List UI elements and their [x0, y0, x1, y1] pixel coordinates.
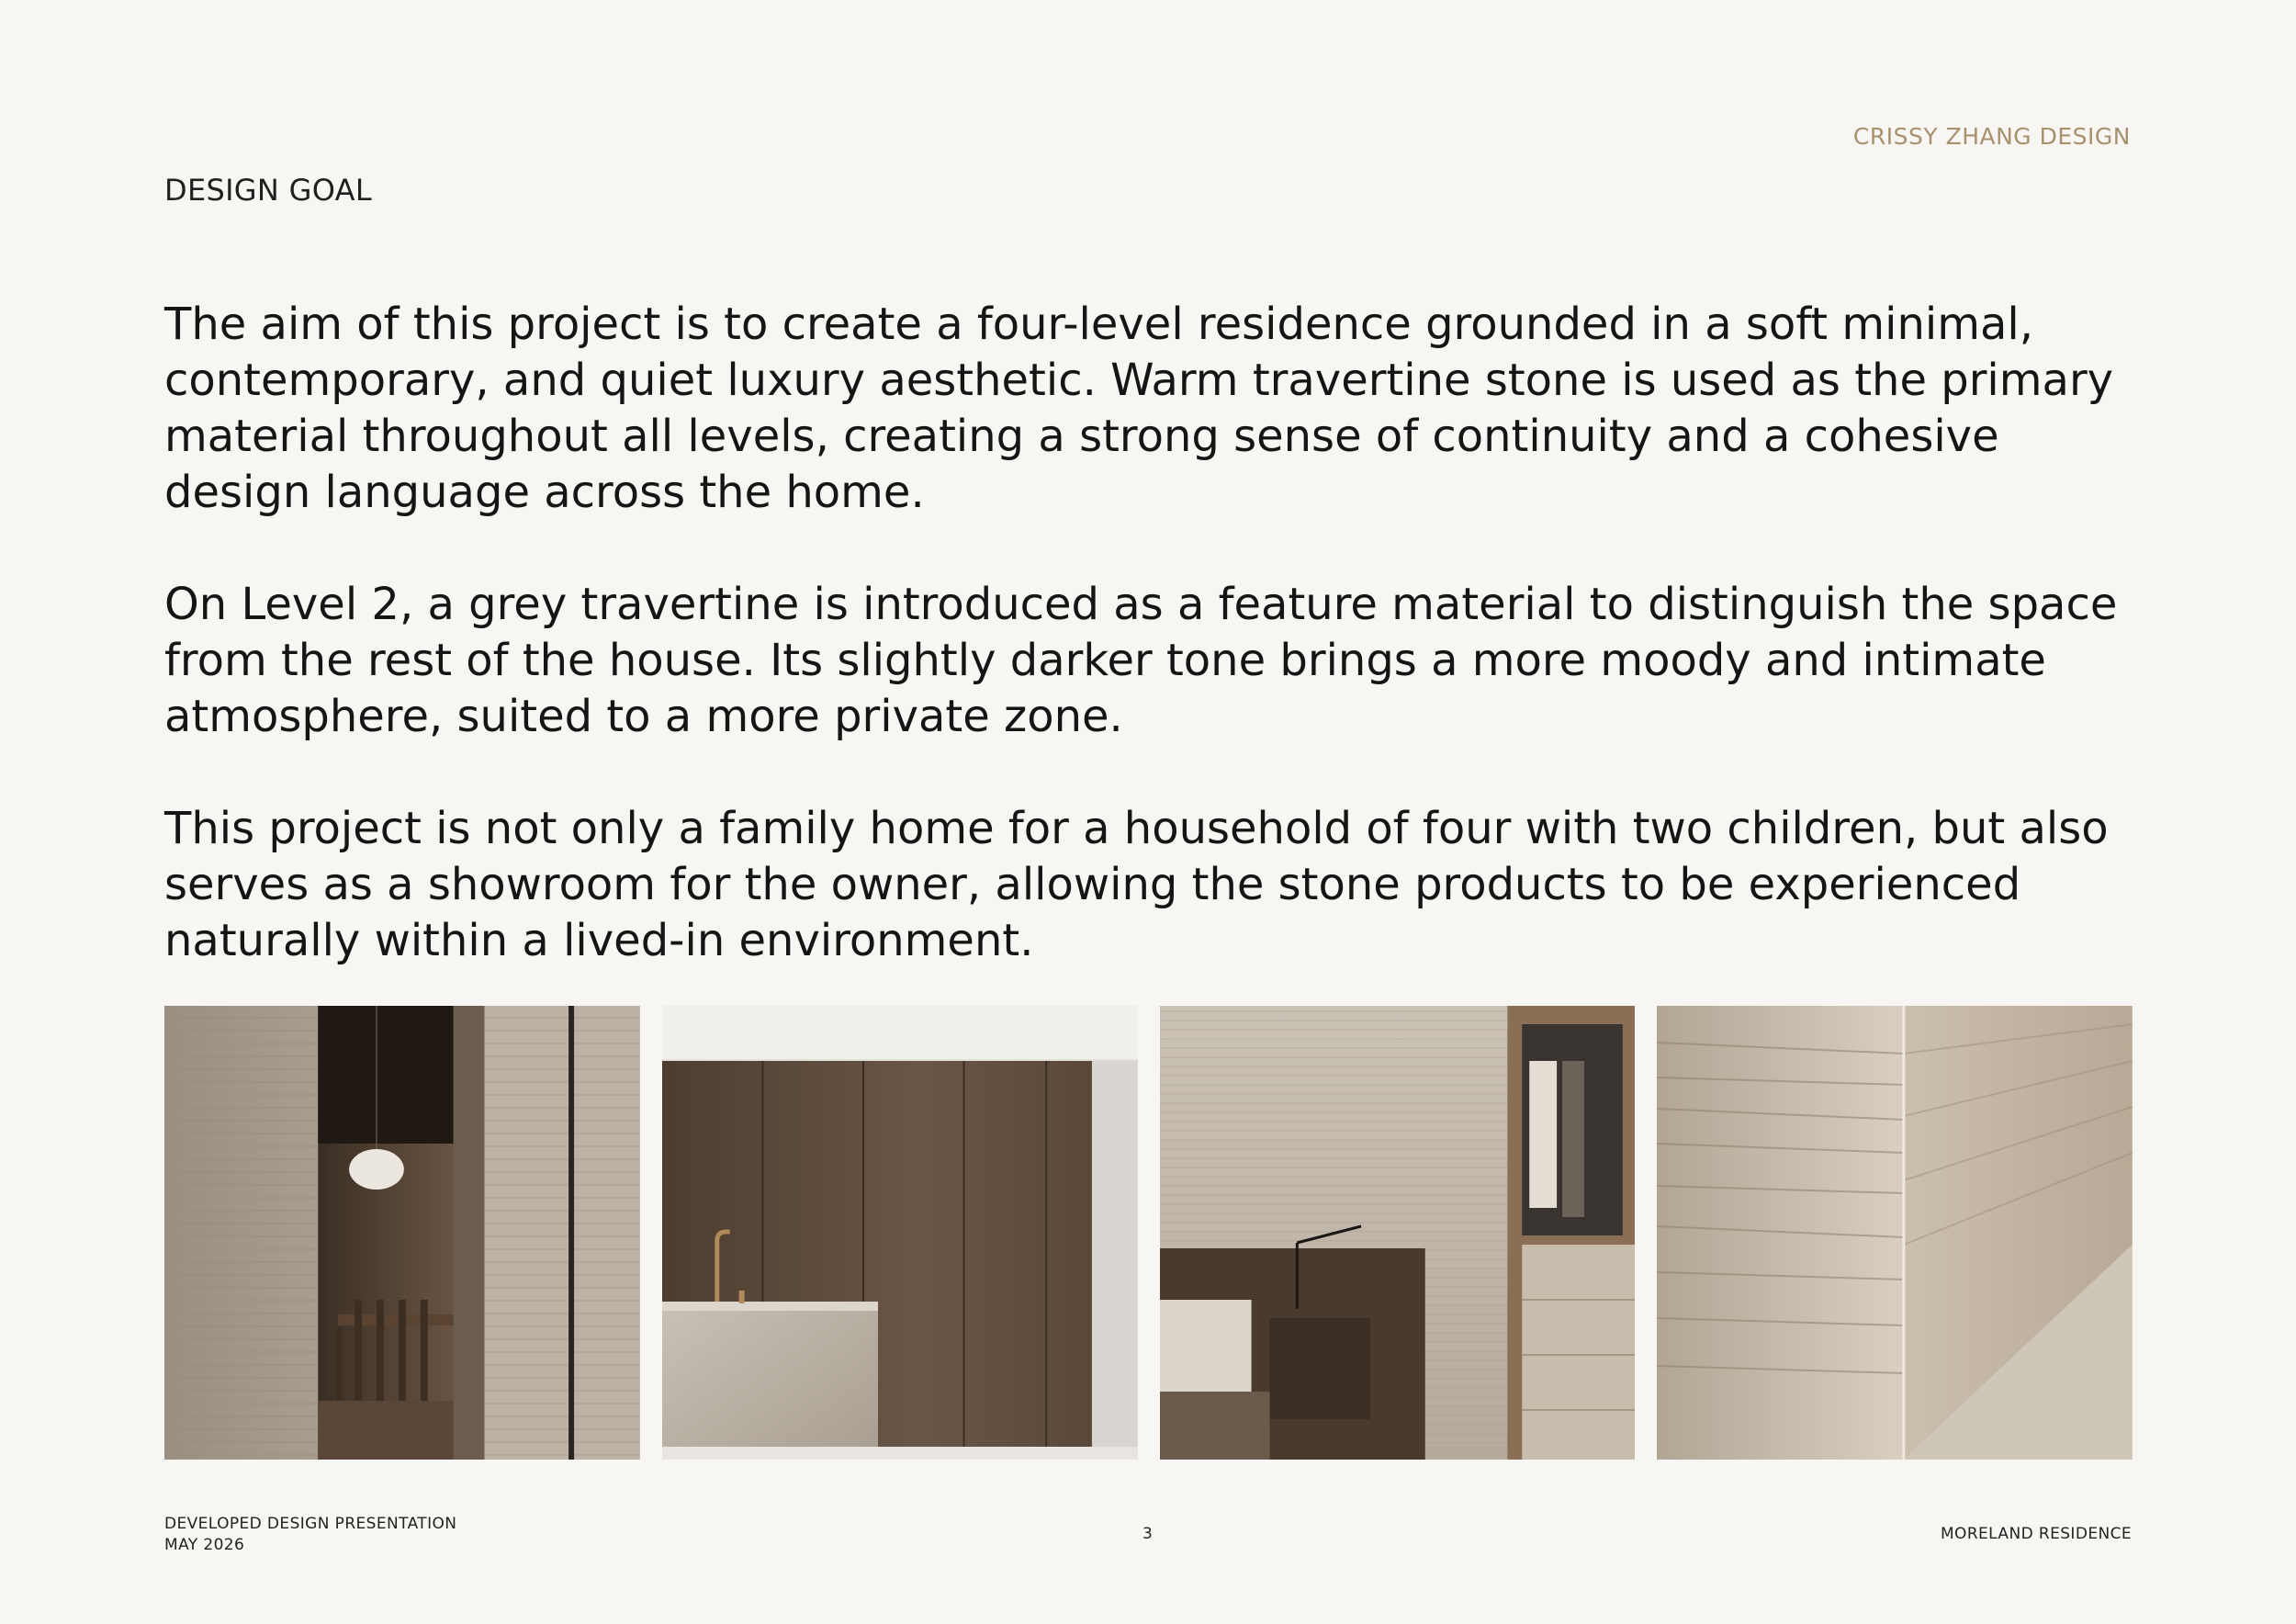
- paragraph-intro: The aim of this project is to create a four-level residence grounded in a soft minimal, contemporary, and quiet luxury aesthetic. Warm travertine stone is used as the primary material throughout all levels, creating a strong sense of continuity and a cohesive design language across the home.: [164, 299, 2114, 518]
- paragraph-showroom: This project is not only a family home for a household of four with two children, but also serves as a showroom for the owner, allowing the stone products to be experienced naturally within a lived-in environment.: [164, 803, 2109, 966]
- page-number: 3: [1142, 1525, 1153, 1543]
- brand-name: CRISSY ZHANG DESIGN: [1852, 123, 2131, 150]
- photo-travertine-detail: [1657, 1006, 2133, 1460]
- photo-dining-doorway: [164, 1006, 640, 1460]
- footer-presentation-title: DEVELOPED DESIGN PRESENTATION: [164, 1515, 457, 1533]
- footer-presentation-info: [164, 1514, 456, 1556]
- project-name: MORELAND RESIDENCE: [1940, 1525, 2132, 1543]
- photo-bedroom-travertine: [1160, 1006, 1636, 1460]
- photo-kitchen-island: [662, 1006, 1138, 1460]
- paragraph-level-2: On Level 2, a grey travertine is introduced as a feature material to distinguish the space from the rest of the house. Its slightly darker tone brings a more moody and intimate atmosphere, suited to a more private zone.: [164, 579, 2118, 742]
- footer-date: MAY 2026: [164, 1536, 245, 1554]
- image-gallery: [164, 1006, 2133, 1460]
- section-title: DESIGN GOAL: [164, 173, 372, 208]
- design-goal-text: [164, 297, 2148, 1025]
